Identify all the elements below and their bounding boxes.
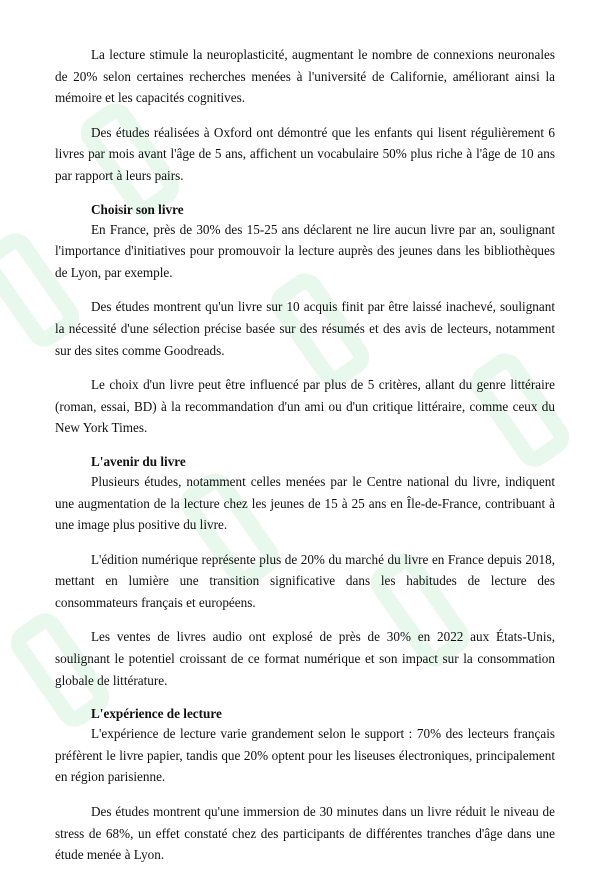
section-paragraph: Le choix d'un livre peut être influencé par plus de 5 critères, allant du genre littéraire (roman, essai, BD) à la recommandation d'un ami ou d'un critique littéraire, comme ceux du New York Times.	[55, 377, 555, 436]
section-paragraph: Des études montrent qu'une immersion de 30 minutes dans un livre réduit le niveau de stress de 68%, un effet constaté chez des participants de différentes tranches d'âge dans une étude menée à Lyon.	[55, 804, 555, 863]
section-heading: L'avenir du livre	[91, 453, 186, 469]
section-heading: L'expérience de lecture	[91, 706, 222, 722]
intro-paragraph-2: Des études réalisées à Oxford ont démontré que les enfants qui lisent régulièrement 6 livres par mois avant l'âge de 5 ans, affichent un vocabulaire 50% plus riche à l'âge de 10 ans par rapport à leurs pairs.	[55, 124, 555, 183]
section-paragraph: L'expérience de lecture varie grandement selon le support : 70% des lecteurs français préfèrent le livre papier, tandis que 20% optent pour les liseuses électroniques, principalement en région parisienne.	[55, 726, 555, 785]
section-paragraph: En France, près de 30% des 15-25 ans déclarent ne lire aucun livre par an, soulignant l'importance d'initiatives pour promouvoir la lecture auprès des jeunes dans les bibliothèques de Lyon, par exemple.	[55, 221, 555, 280]
section-avenir-du-livre	[55, 452, 555, 691]
section-experience-de-lecture	[55, 704, 555, 866]
section-choisir-son-livre	[55, 200, 555, 439]
section-heading: Choisir son livre	[91, 201, 184, 217]
document-body	[55, 44, 555, 879]
section-paragraph: Plusieurs études, notamment celles menées par le Centre national du livre, indiquent une augmentation de la lecture chez les jeunes de 15 à 25 ans en Île-de-France, contribuant à une image plus positive du livre.	[55, 473, 555, 533]
section-paragraph: Les ventes de livres audio ont explosé de près de 30% en 2022 aux États-Unis, soulignant le potentiel croissant de ce format numérique et son impact sur la consommation globale de littérature.	[55, 629, 555, 688]
section-paragraph: Des études montrent qu'un livre sur 10 acquis finit par être laissé inachevé, soulignant la nécessité d'une sélection précise basée sur des résumés et des avis de lecteurs, notamment sur des sites comme Goodreads.	[55, 299, 555, 358]
intro-paragraph-1: La lecture stimule la neuroplasticité, augmentant le nombre de connexions neuronales de 20% selon certaines recherches menées à l'université de Californie, améliorant ainsi la mémoire et les capacités cognitives.	[55, 47, 555, 106]
section-paragraph: L'édition numérique représente plus de 20% du marché du livre en France depuis 2018, mettant en lumière une transition significative dans les habitudes de lecture des consommateurs français et européens.	[55, 551, 555, 610]
